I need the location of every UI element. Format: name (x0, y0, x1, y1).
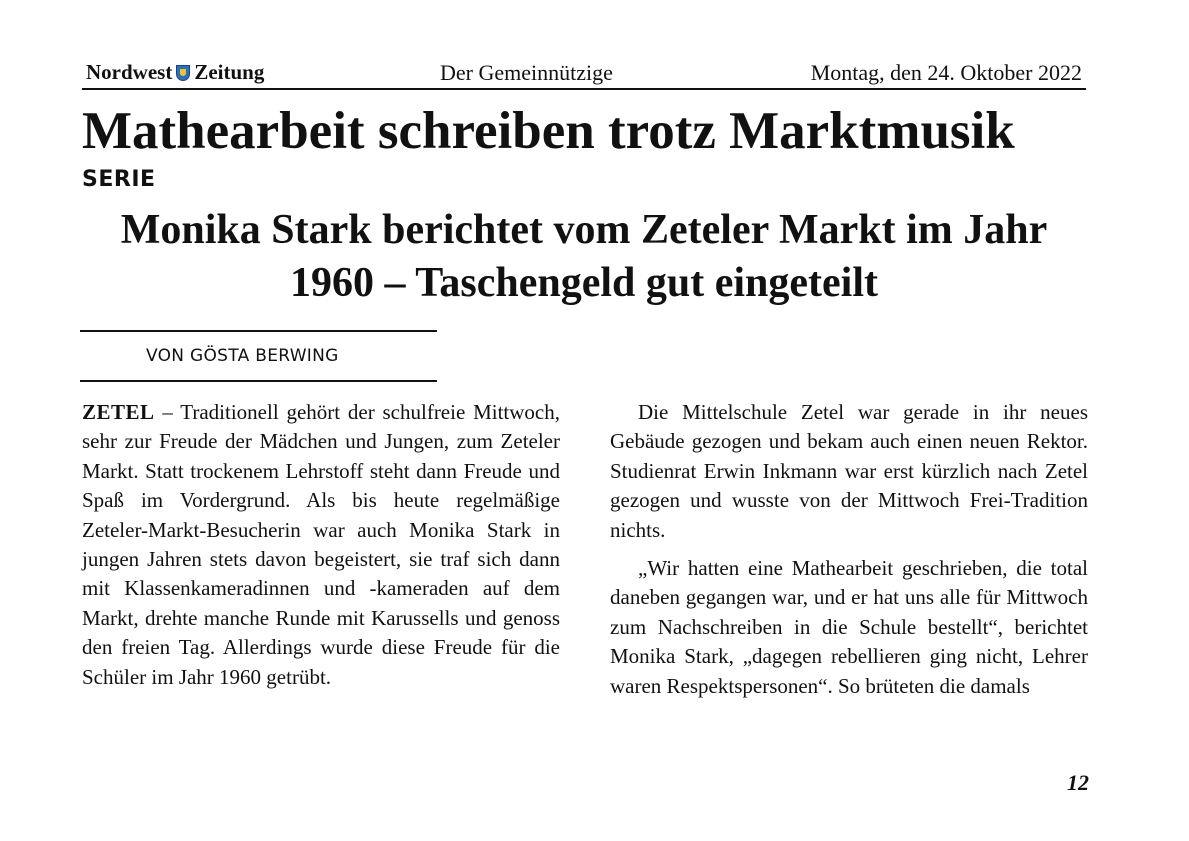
article-paragraph (82, 398, 560, 692)
article-kicker: SERIE (82, 167, 156, 192)
article-paragraph: Die Mittelschule Zetel war gerade in ihr neues Gebäude gezogen und bekam auch einen neuen Rektor. Studienrat Erwin Inkmann war erst kürzlich nach Zetel gezogen und wusste von der Mittwoch Frei-Tradition nichts. (610, 400, 1088, 542)
byline-box (80, 330, 437, 382)
author-byline: VON GÖSTA BERWING (146, 346, 339, 366)
article-subhead: Monika Stark berichtet vom Zeteler Markt im Jahr 1960 – Taschengeld gut eingeteilt (120, 207, 1048, 306)
brand-name-left: Nordwest (86, 60, 173, 84)
article-column-right (610, 398, 1088, 710)
crest-icon (176, 65, 190, 81)
newspaper-logo (86, 60, 264, 85)
article-headline: Mathearbeit schreiben trotz Marktmusik (82, 102, 1015, 160)
dateline: ZETEL (82, 400, 155, 424)
issue-date: Montag, den 24. Oktober 2022 (810, 60, 1082, 85)
masthead (82, 58, 1086, 90)
article-paragraph: „Wir hatten eine Mathearbeit geschrieben, die total daneben gegangen war, und er hat uns alle für Mittwoch zum Nachschreiben in die Schule bestellt“, berichtet Monika Stark, „dagegen rebellieren ging nicht, Lehrer waren Respektspersonen“. So brüteten die damals (610, 556, 1088, 698)
page-number: 12 (1067, 770, 1089, 795)
section-name: Der Gemeinnützige (440, 60, 613, 85)
paragraph-text: – Traditionell gehört der schulfreie Mittwoch, sehr zur Freude der Mädchen und Jungen, zum Zeteler Markt. Statt trockenem Lehrstoff steht dann Freude und Spaß im Vordergrund. Als bis heute regelmäßige Zeteler-Markt-Besucherin war auch Monika Stark in jungen Jahren stets davon begeistert, sie traf sich dann mit Klassenkameradinnen und -kameraden auf dem Markt, drehte manche Runde mit Karussells und genoss den freien Tag. Allerdings wurde diese Freude für die Schüler im Jahr 1960 getrübt. (82, 400, 560, 689)
article-column-left (82, 398, 560, 701)
brand-name-right: Zeitung (194, 60, 265, 84)
